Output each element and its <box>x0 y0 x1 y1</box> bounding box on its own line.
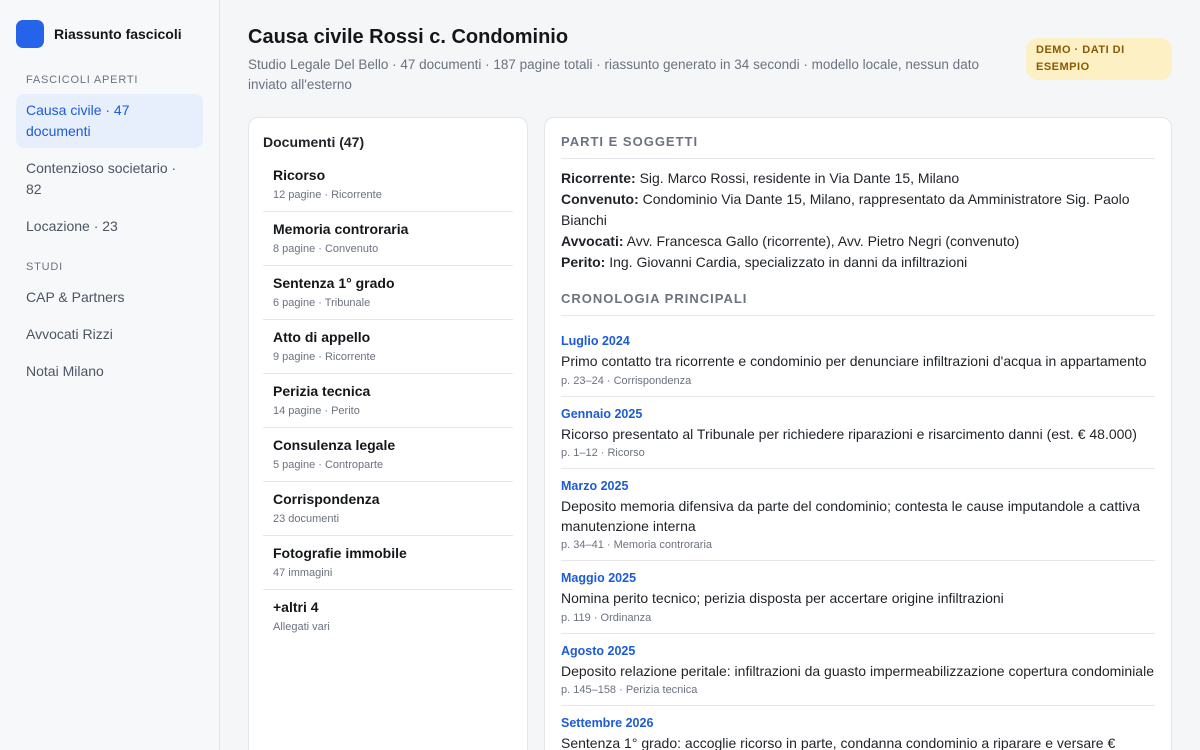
document-item[interactable] <box>263 536 513 590</box>
document-name: +altri 4 <box>273 599 319 615</box>
event-date: Luglio 2024 <box>561 334 630 348</box>
event-reference[interactable]: p. 119 · Ordinanza <box>561 611 652 624</box>
parties-list <box>561 168 1155 273</box>
party-value: Ing. Giovanni Cardia, specializzato in danni da infiltrazioni <box>605 254 968 270</box>
sidebar-item-causa-civile[interactable]: Causa civile · 47 documenti <box>16 94 203 148</box>
event-description: Sentenza 1° grado: accoglie ricorso in parte, condanna condominio a riparare e versare € <box>561 735 1116 750</box>
party-label: Convenuto: <box>561 191 639 207</box>
timeline-event <box>561 469 1155 561</box>
page-header <box>248 26 1172 95</box>
document-meta: 6 pagine · Tribunale <box>273 297 371 309</box>
document-item[interactable] <box>263 590 513 643</box>
document-meta: 9 pagine · Ricorrente <box>273 351 376 363</box>
event-reference[interactable]: p. 1–12 · Ricorso <box>561 447 645 459</box>
event-reference[interactable]: p. 145–158 · Perizia tecnica <box>561 684 698 696</box>
document-meta: 47 immagini <box>273 567 333 579</box>
brand[interactable] <box>16 20 203 48</box>
document-name: Perizia tecnica <box>273 383 371 399</box>
party-line <box>561 189 1155 231</box>
documents-title: Documenti (47) <box>263 134 365 150</box>
content-columns <box>248 117 1172 750</box>
event-reference[interactable]: p. 34–41 · Memoria controraria <box>561 539 713 551</box>
party-label: Avvocati: <box>561 233 624 249</box>
demo-badge: DEMO · DATI DI ESEMPIO <box>1026 38 1172 80</box>
document-name: Fotografie immobile <box>273 545 407 561</box>
document-meta: 8 pagine · Convenuto <box>273 243 379 255</box>
document-meta: 14 pagine · Perito <box>273 405 360 417</box>
document-name: Corrispondenza <box>273 491 380 507</box>
app-logo-icon <box>16 20 44 48</box>
sidebar-item-avvocati-rizzi[interactable]: Avvocati Rizzi <box>26 326 113 342</box>
document-item[interactable] <box>263 158 513 212</box>
party-line <box>561 252 1155 273</box>
document-item[interactable] <box>263 482 513 536</box>
open-files-label: FASCICOLI APERTI <box>26 74 139 86</box>
sidebar-item-locazione[interactable]: Locazione · 23 <box>26 218 118 234</box>
event-date: Gennaio 2025 <box>561 406 643 421</box>
document-item[interactable] <box>263 266 513 320</box>
party-value: Sig. Marco Rossi, residente in Via Dante 15, Milano <box>635 170 960 186</box>
document-item[interactable] <box>263 428 513 482</box>
summary-panel <box>544 117 1172 750</box>
event-date: Settembre 2026 <box>561 716 654 730</box>
party-label: Perito: <box>561 254 606 270</box>
document-meta: 5 pagine · Controparte <box>273 459 384 471</box>
document-meta: 23 documenti <box>273 513 340 525</box>
party-value: Condominio Via Dante 15, Milano, rappresentato da Amministratore Sig. Paolo Bianchi <box>561 191 1130 228</box>
event-description: Deposito relazione peritale: infiltrazioni da guasto impermeabilizzazione copertura condominiale <box>561 662 1154 679</box>
document-name: Atto di appello <box>273 329 371 345</box>
event-description: Primo contatto tra ricorrente e condominio per denunciare infiltrazioni d'acqua in appartamento <box>561 353 1147 369</box>
party-label: Ricorrente: <box>561 170 636 186</box>
studios-label: STUDI <box>26 261 63 273</box>
event-date: Agosto 2025 <box>561 643 636 658</box>
sidebar-item-cap-partners[interactable]: CAP & Partners <box>26 289 125 305</box>
event-description: Nomina perito tecnico; perizia disposta per accertare origine infiltrazioni <box>561 590 1004 606</box>
sidebar-item-contenzioso-societario[interactable]: Contenzioso societario · 82 <box>26 160 177 197</box>
page-title: Causa civile Rossi c. Condominio <box>248 26 569 48</box>
timeline-event <box>561 706 1155 750</box>
main-content <box>220 0 1200 750</box>
party-line <box>561 168 1155 189</box>
document-name: Memoria controraria <box>273 221 409 237</box>
document-item[interactable] <box>263 374 513 428</box>
event-reference[interactable]: p. 23–24 · Corrispondenza <box>561 374 692 387</box>
parties-heading: PARTI E SOGGETTI <box>561 134 1155 159</box>
timeline-event <box>561 397 1155 470</box>
party-value: Avv. Francesca Gallo (ricorrente), Avv. Pietro Negri (convenuto) <box>623 233 1020 249</box>
timeline-event <box>561 324 1155 397</box>
event-date: Maggio 2025 <box>561 571 637 585</box>
event-description: Deposito memoria difensiva da parte del condominio; contesta le cause imputandole a cattiva manutenzione interna <box>561 498 1140 534</box>
document-item[interactable] <box>263 212 513 266</box>
event-description: Ricorso presentato al Tribunale per richiedere riparazioni e risarcimento danni (est. € 48.000) <box>561 425 1137 442</box>
timeline-event <box>561 561 1155 634</box>
timeline-heading: CRONOLOGIA PRINCIPALI <box>561 291 1155 316</box>
party-line <box>561 231 1155 252</box>
page-subtitle: Studio Legale Del Bello · 47 documenti · 187 pagine totali · riassunto generato in 34 secondi · modello locale, nessun dato inviato all'esterno <box>248 57 979 92</box>
app-title: Riassunto fascicoli <box>54 26 182 42</box>
document-name: Ricorso <box>273 167 326 183</box>
timeline-list <box>561 324 1155 750</box>
document-meta: Allegati vari <box>273 621 330 633</box>
document-meta: 12 pagine · Ricorrente <box>273 189 382 201</box>
document-name: Consulenza legale <box>273 437 396 453</box>
sidebar-item-notai-milano[interactable]: Notai Milano <box>26 363 104 379</box>
document-item[interactable] <box>263 320 513 374</box>
documents-list <box>263 158 513 643</box>
documents-panel <box>248 117 528 750</box>
sidebar <box>0 0 220 750</box>
event-date: Marzo 2025 <box>561 479 629 493</box>
document-name: Sentenza 1° grado <box>273 275 395 291</box>
timeline-event <box>561 634 1155 707</box>
